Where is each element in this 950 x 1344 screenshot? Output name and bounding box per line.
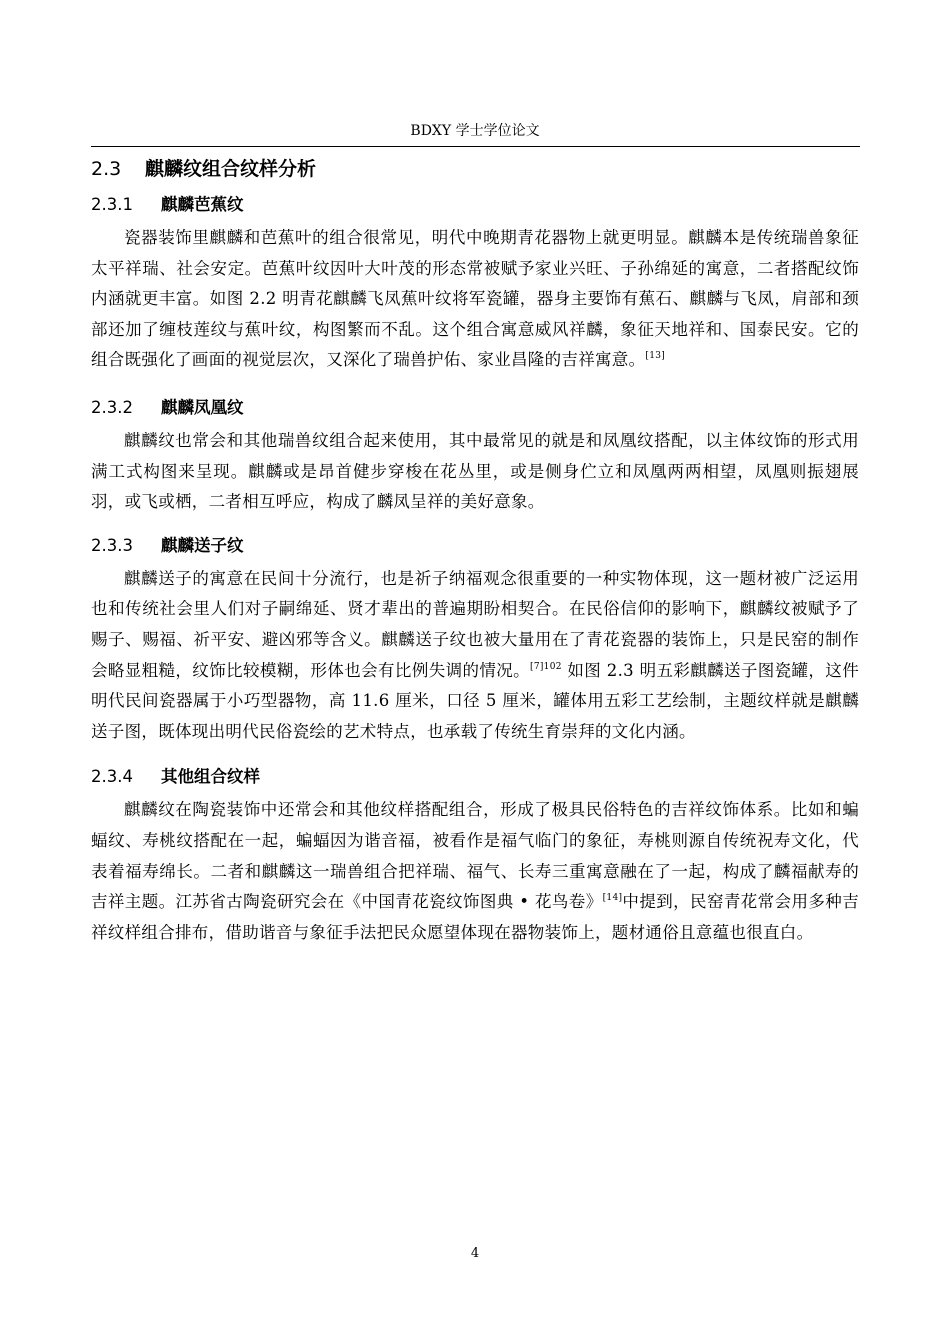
paragraph-text: 麒麟送子的寓意在民间十分流行，也是祈子纳福观念很重要的一种实物体现，这一题材被广泛运用也和传统社会里人们对子嗣绵延、贤才辈出的普遍期盼相契合。在民俗信仰的影响下，麒麟纹被赋予了赐子、赐福、祈平安、避凶邪等含义。麒麟送子纹也被大量用在了青花瓷器的装饰上，只是民窑的制作会略显粗糙，纹饰比较模糊，形体也会有比例失调的情况。: [91, 568, 859, 680]
section-number: 2.3: [91, 158, 122, 180]
subsection-title: 麒麟送子纹: [161, 535, 244, 555]
header-rule: [91, 146, 860, 147]
citation-7-102: [7]102: [530, 661, 562, 672]
subsection-number: 2.3.3: [91, 535, 133, 555]
subsection-title: 麒麟凤凰纹: [161, 397, 244, 417]
paragraph-qilin-phoenix: [91, 426, 859, 518]
citation-13: [13]: [645, 351, 666, 362]
subsection-heading-2-3-3: [91, 528, 859, 564]
paragraph-text: 中提到，民窑青花常会用多种吉祥纹样组合排布，借助谐音与象征手法把民众愿望体现在器物装饰上，题材通俗且意蕴也很直白。: [91, 892, 859, 942]
subsection-heading-2-3-2: [91, 390, 859, 426]
paragraph-qilin-child: [91, 564, 859, 748]
paragraph-text: 如图 2.3 明五彩麒麟送子图瓷罐，这件明代民间瓷器属于小巧型器物，高 11.6 厘米，口径 5 厘米，罐体用五彩工艺绘制，主题纹样就是麒麟送子图，既体现出明代民俗瓷绘的艺术特点，也承载了传统生育崇拜的文化内涵。: [91, 660, 859, 741]
page-body: [91, 151, 859, 948]
subsection-number: 2.3.1: [91, 195, 133, 214]
paragraph-text: 麒麟纹也常会和其他瑞兽纹组合起来使用，其中最常见的就是和凤凰纹搭配，以主体纹饰的形式用满工式构图来呈现。麒麟或是昂首健步穿梭在花丛里，或是侧身伫立和凤凰两两相望，凤凰则振翅展羽，或飞或栖，二者相互呼应，构成了麟凤呈祥的美好意象。: [91, 430, 859, 512]
section-title: 麒麟纹组合纹样分析: [145, 158, 317, 180]
subsection-title: 麒麟芭蕉纹: [161, 195, 244, 214]
subsection-title: 其他组合纹样: [161, 767, 260, 787]
subsection-number: 2.3.4: [91, 767, 133, 787]
subsection-heading-2-3-4: [91, 759, 859, 795]
subsection-number: 2.3.2: [91, 397, 133, 417]
paragraph-qilin-banana: [91, 223, 859, 376]
paragraph-text: 麒麟纹在陶瓷装饰中还常会和其他纹样搭配组合，形成了极具民俗特色的吉祥纹饰体系。比如和蝙蝠纹、寿桃纹搭配在一起，蝙蝠因为谐音福，被看作是福气临门的象征，寿桃则源自传统祝寿文化，代表着福寿绵长。二者和麒麟这一瑞兽组合把祥瑞、福气、长寿三重寓意融在了一起，构成了麟福献寿的吉祥主题。江苏省古陶瓷研究会在《中国青花瓷纹饰图典 • 花鸟卷》: [91, 800, 859, 912]
page-number: 4: [470, 1246, 480, 1261]
subsection-heading-2-3-1: [91, 187, 859, 223]
paragraph-text: 瓷器装饰里麒麟和芭蕉叶的组合很常见，明代中晚期青花器物上就更明显。麒麟本是传统瑞兽象征太平祥瑞、社会安定。芭蕉叶纹因叶大叶茂的形态常被赋予家业兴旺、子孙绵延的寓意，二者搭配纹饰内涵就更丰富。如图 2.2 明青花麒麟飞凤蕉叶纹将军瓷罐，器身主要饰有蕉石、麒麟与飞凤，肩部和颈部还加了缠枝莲纹与蕉叶纹，构图繁而不乱。这个组合寓意威风祥麟，象征天地祥和、国泰民安。它的组合既强化了画面的视觉层次，又深化了瑞兽护佑、家业昌隆的吉祥寓意。: [91, 228, 859, 370]
section-heading: [91, 151, 859, 187]
citation-14: [14]: [602, 893, 623, 904]
running-header: BDXY 学士学位论文: [410, 123, 540, 139]
paragraph-other-combinations: [91, 795, 859, 948]
